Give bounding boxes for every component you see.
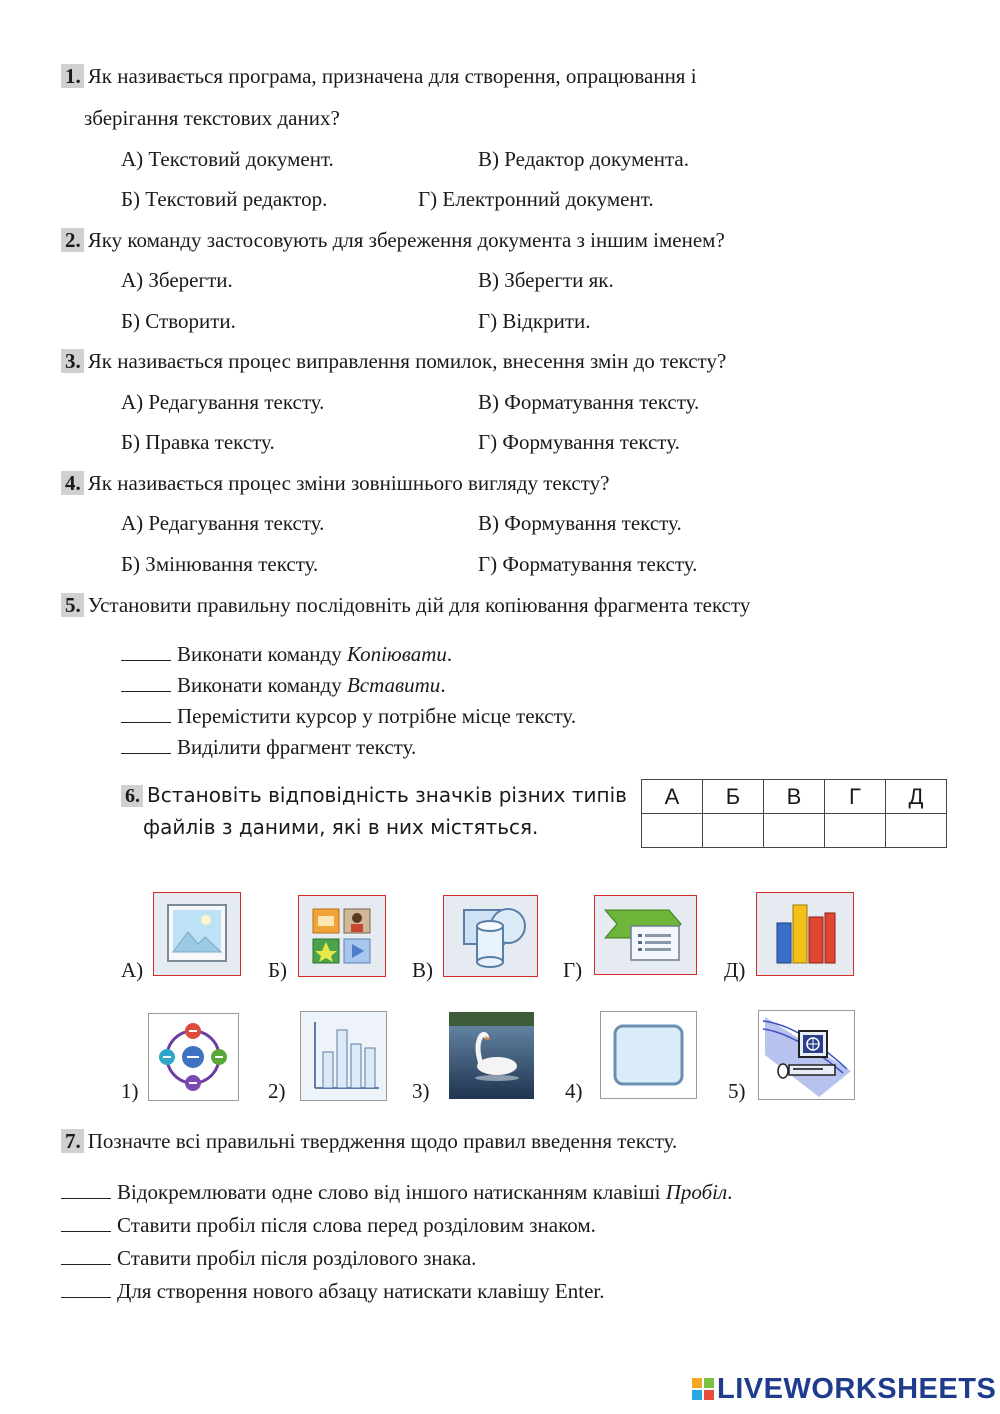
question-1 — [61, 64, 697, 89]
question-3-text: Як називається процес виправлення помилок, внесення змін до тексту? — [87, 349, 727, 373]
icon-label-g: Г) — [563, 958, 583, 982]
q5-step-1-text: Виконати команду — [177, 642, 347, 666]
q7-statement-1-text: Відокремлювати одне слово від іншого натисканням клавіші — [117, 1180, 666, 1204]
q5-step-2-period: . — [440, 673, 446, 697]
icon-label-4: 4) — [565, 1079, 583, 1103]
q2-option-g[interactable]: Г) Відкрити. — [478, 309, 591, 333]
q5-step-4 — [121, 735, 416, 760]
answer-table-header: Б — [703, 780, 764, 814]
answer-table-header: А — [642, 780, 703, 814]
question-5 — [61, 593, 750, 618]
icon-label-2: 2) — [268, 1079, 286, 1103]
frame-shape-icon — [600, 1011, 697, 1099]
icon-label-v: В) — [412, 958, 433, 982]
liveworksheets-logo — [692, 1373, 996, 1406]
q5-step-4-input[interactable] — [121, 737, 171, 754]
q5-step-1 — [121, 642, 452, 667]
question-2-number: 2. — [61, 228, 84, 252]
q5-step-1-period: . — [446, 642, 453, 666]
swan-photo-icon — [449, 1012, 534, 1099]
picture-file-icon — [153, 892, 241, 976]
liveworksheets-logo-icon — [692, 1378, 714, 1400]
icon-label-b: Б) — [268, 958, 288, 982]
q5-step-2-input[interactable] — [121, 675, 171, 692]
smartart-list-icon — [594, 895, 697, 975]
liveworksheets-brand: LIVEWORKSHEETS — [717, 1373, 997, 1405]
q7-statement-1-input[interactable] — [61, 1182, 111, 1199]
icon-label-3: 3) — [412, 1079, 430, 1103]
q3-option-a[interactable]: А) Редагування тексту. — [121, 390, 325, 414]
column-chart-icon — [300, 1011, 387, 1101]
q1-option-a[interactable]: А) Текстовий документ. — [121, 147, 334, 171]
icon-label-d: Д) — [724, 958, 746, 982]
q5-step-3 — [121, 704, 576, 729]
q7-statement-2-input[interactable] — [61, 1215, 111, 1232]
q7-statement-1-period: . — [727, 1180, 733, 1204]
answer-cell-g[interactable] — [825, 814, 886, 848]
question-4-text: Як називається процес зміни зовнішнього вигляду тексту? — [87, 471, 610, 495]
q5-step-2 — [121, 673, 446, 698]
q2-option-v[interactable]: В) Зберегти як. — [478, 268, 614, 292]
question-7 — [61, 1129, 677, 1154]
q7-statement-4-input[interactable] — [61, 1281, 111, 1298]
question-3 — [61, 349, 726, 374]
icon-label-1: 1) — [121, 1079, 139, 1103]
q4-option-a[interactable]: А) Редагування тексту. — [121, 511, 325, 535]
q4-option-g[interactable]: Г) Форматування тексту. — [478, 552, 698, 576]
answer-table-input-row — [642, 814, 947, 848]
cycle-diagram-icon — [148, 1013, 239, 1101]
q7-statement-1 — [61, 1180, 732, 1205]
question-1-number: 1. — [61, 64, 84, 88]
q7-statement-3 — [61, 1246, 476, 1271]
question-6-text-cont: файлів з даними, які в них містяться. — [143, 815, 539, 839]
q5-step-2-text: Виконати команду — [177, 673, 347, 697]
q5-step-3-text: Перемістити курсор у потрібне місце тексту. — [177, 704, 577, 728]
question-1-text: Як називається програма, призначена для створення, опрацювання і — [87, 64, 697, 88]
q5-step-4-text: Виділити фрагмент тексту. — [177, 735, 417, 759]
network-computer-icon — [758, 1010, 855, 1100]
answer-table-header: Г — [825, 780, 886, 814]
q7-statement-1-italic: Пробіл — [665, 1180, 728, 1204]
q3-option-v[interactable]: В) Форматування тексту. — [478, 390, 700, 414]
q2-option-b[interactable]: Б) Створити. — [121, 309, 236, 333]
q7-statement-4-text: Для створення нового абзацу натискати клавішу Enter. — [117, 1279, 605, 1303]
question-7-text: Позначте всі правильні твердження щодо правил введення тексту. — [87, 1129, 678, 1153]
question-7-number: 7. — [61, 1129, 84, 1153]
q5-step-1-input[interactable] — [121, 644, 171, 661]
answer-cell-a[interactable] — [642, 814, 703, 848]
q2-option-a[interactable]: А) Зберегти. — [121, 268, 233, 292]
question-5-number: 5. — [61, 593, 84, 617]
q1-option-g[interactable]: Г) Електронний документ. — [418, 187, 654, 211]
answer-table-header-row — [642, 780, 947, 814]
q5-step-1-italic: Копіювати — [346, 642, 447, 666]
q1-option-v[interactable]: В) Редактор документа. — [478, 147, 689, 171]
q7-statement-2-text: Ставити пробіл після слова перед розділовим знаком. — [117, 1213, 596, 1237]
question-2 — [61, 228, 725, 253]
q5-step-2-italic: Вставити — [346, 673, 441, 697]
q5-step-3-input[interactable] — [121, 706, 171, 723]
answer-table-header: В — [764, 780, 825, 814]
question-3-number: 3. — [61, 349, 84, 373]
answer-cell-d[interactable] — [886, 814, 947, 848]
icon-label-a: А) — [121, 958, 144, 982]
question-1-text-cont: зберігання текстових даних? — [84, 106, 340, 130]
q1-option-b[interactable]: Б) Текстовий редактор. — [121, 187, 328, 211]
q7-statement-2 — [61, 1213, 596, 1238]
question-4-number: 4. — [61, 471, 84, 495]
media-gallery-icon — [298, 895, 386, 977]
question-6-text: Встановіть відповідність значків різних типів — [147, 783, 627, 807]
question-6-number: 6. — [121, 785, 143, 807]
answer-table-header: Д — [886, 780, 947, 814]
q7-statement-4 — [61, 1279, 604, 1304]
shapes-icon — [443, 895, 538, 977]
q4-option-v[interactable]: В) Формування тексту. — [478, 511, 682, 535]
q3-option-g[interactable]: Г) Формування тексту. — [478, 430, 680, 454]
bar-chart-icon — [756, 892, 854, 976]
answer-cell-b[interactable] — [703, 814, 764, 848]
answer-table — [641, 779, 947, 848]
icon-label-5: 5) — [728, 1079, 746, 1103]
question-2-text: Яку команду застосовують для збереження документа з іншим іменем? — [87, 228, 725, 252]
question-6 — [121, 783, 627, 808]
q7-statement-3-text: Ставити пробіл після розділового знака. — [117, 1246, 477, 1270]
question-5-text: Установити правильну послідовніть дій для копіювання фрагмента тексту — [87, 593, 751, 617]
answer-cell-v[interactable] — [764, 814, 825, 848]
q7-statement-3-input[interactable] — [61, 1248, 111, 1265]
q4-option-b[interactable]: Б) Змінювання тексту. — [121, 552, 319, 576]
question-4 — [61, 471, 609, 496]
q3-option-b[interactable]: Б) Правка тексту. — [121, 430, 275, 454]
